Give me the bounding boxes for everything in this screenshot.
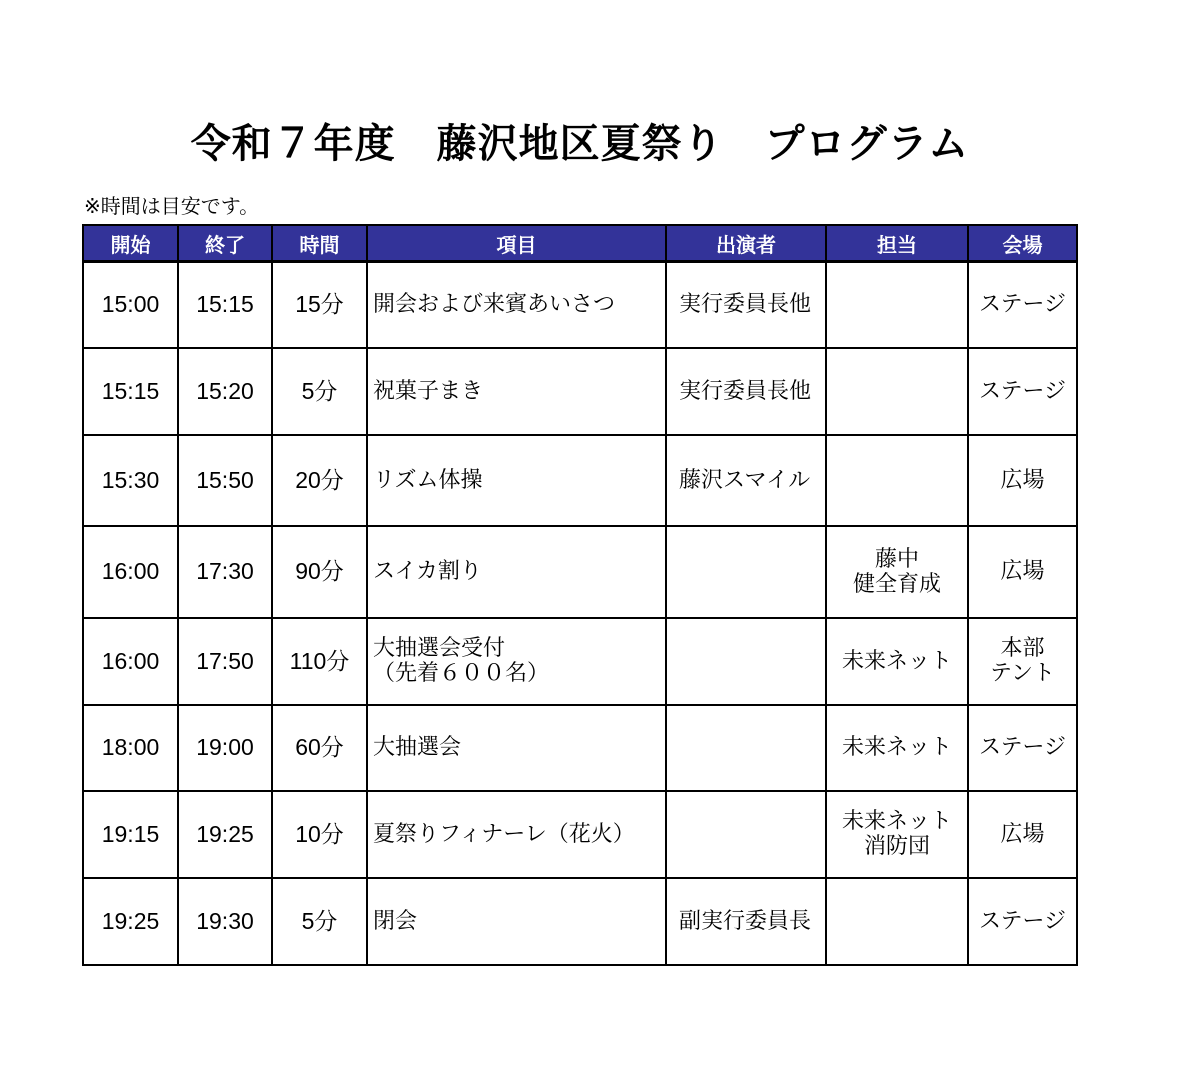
item-text: 閉会 <box>373 908 418 934</box>
venue-text: 広場 <box>1000 559 1045 584</box>
header-row <box>83 225 1077 262</box>
staff-cell <box>826 878 968 965</box>
venue-cell <box>968 348 1077 435</box>
header-start: 開始 <box>83 225 178 262</box>
duration-cell: 60分 <box>272 705 367 791</box>
item-cell <box>367 348 666 435</box>
venue-text: ステージ <box>978 292 1067 318</box>
start-cell: 15:30 <box>83 435 178 526</box>
start-cell: 19:15 <box>83 791 178 878</box>
performer-cell <box>666 705 826 791</box>
end-cell: 17:50 <box>178 618 272 705</box>
item-cell <box>367 435 666 526</box>
performer-cell <box>666 791 826 878</box>
item-cell <box>367 526 666 618</box>
staff-cell <box>826 618 968 705</box>
note-text: ※時間は目安です。 <box>84 194 260 218</box>
header-duration: 時間 <box>272 225 367 262</box>
header-end: 終了 <box>178 225 272 262</box>
venue-text: 広場 <box>1000 821 1045 847</box>
end-cell: 17:30 <box>178 526 272 618</box>
staff-cell <box>826 526 968 618</box>
start-cell: 15:15 <box>83 348 178 435</box>
venue-text: 本部 テント <box>990 636 1055 686</box>
venue-cell <box>968 618 1077 705</box>
table-row <box>83 618 1077 705</box>
staff-text: 未来ネット <box>841 735 952 760</box>
duration-cell: 90分 <box>272 526 367 618</box>
venue-text: ステージ <box>978 908 1067 934</box>
table-row <box>83 791 1077 878</box>
header-venue: 会場 <box>968 225 1077 262</box>
start-cell: 15:00 <box>83 262 178 348</box>
page-title: 令和７年度 藤沢地区夏祭り プログラム <box>190 121 970 167</box>
item-cell <box>367 878 666 965</box>
duration-cell: 5分 <box>272 348 367 435</box>
item-text: 夏祭りフィナーレ（花火） <box>373 821 635 847</box>
end-cell: 15:50 <box>178 435 272 526</box>
table-row <box>83 878 1077 965</box>
item-cell <box>367 618 666 705</box>
header-item: 項目 <box>367 225 666 262</box>
performer-cell: 実行委員長他 <box>666 348 826 435</box>
table-row <box>83 435 1077 526</box>
table-row <box>83 526 1077 618</box>
staff-text: 藤中 健全育成 <box>852 546 941 597</box>
header-performer: 出演者 <box>666 225 826 262</box>
end-cell: 15:20 <box>178 348 272 435</box>
staff-cell <box>826 705 968 791</box>
duration-cell: 20分 <box>272 435 367 526</box>
item-cell <box>367 262 666 348</box>
performer-cell <box>666 618 826 705</box>
item-cell <box>367 705 666 791</box>
staff-cell <box>826 435 968 526</box>
table-row <box>83 262 1077 348</box>
staff-cell <box>826 262 968 348</box>
duration-cell: 15分 <box>272 262 367 348</box>
item-text: スイカ割り <box>373 559 482 584</box>
venue-cell <box>968 878 1077 965</box>
venue-cell <box>968 705 1077 791</box>
venue-text: ステージ <box>978 378 1067 404</box>
item-cell <box>367 791 666 878</box>
item-text: 大抽選会 <box>373 735 462 760</box>
venue-text: 広場 <box>1000 467 1045 493</box>
end-cell: 19:00 <box>178 705 272 791</box>
performer-cell: 実行委員長他 <box>666 262 826 348</box>
end-cell: 19:30 <box>178 878 272 965</box>
start-cell: 18:00 <box>83 705 178 791</box>
duration-cell: 10分 <box>272 791 367 878</box>
performer-cell: 副実行委員長 <box>666 878 826 965</box>
item-text: 開会および来賓あいさつ <box>373 292 616 318</box>
program-table <box>82 224 1078 966</box>
venue-cell <box>968 526 1077 618</box>
venue-cell <box>968 435 1077 526</box>
performer-cell <box>666 526 826 618</box>
item-text: 祝菓子まき <box>373 378 484 404</box>
staff-text: 未来ネット 消防団 <box>841 809 952 859</box>
staff-text: 未来ネット <box>841 648 952 674</box>
header-staff: 担当 <box>826 225 968 262</box>
end-cell: 19:25 <box>178 791 272 878</box>
staff-cell <box>826 348 968 435</box>
end-cell: 15:15 <box>178 262 272 348</box>
start-cell: 16:00 <box>83 618 178 705</box>
venue-text: ステージ <box>978 735 1067 760</box>
table-row <box>83 705 1077 791</box>
venue-cell <box>968 262 1077 348</box>
table-row <box>83 348 1077 435</box>
start-cell: 16:00 <box>83 526 178 618</box>
performer-cell: 藤沢スマイル <box>666 435 826 526</box>
staff-cell <box>826 791 968 878</box>
duration-cell: 5分 <box>272 878 367 965</box>
item-text: リズム体操 <box>373 467 483 493</box>
duration-cell: 110分 <box>272 618 367 705</box>
venue-cell <box>968 791 1077 878</box>
item-text: 大抽選会受付 （先着６００名） <box>373 636 550 686</box>
start-cell: 19:25 <box>83 878 178 965</box>
